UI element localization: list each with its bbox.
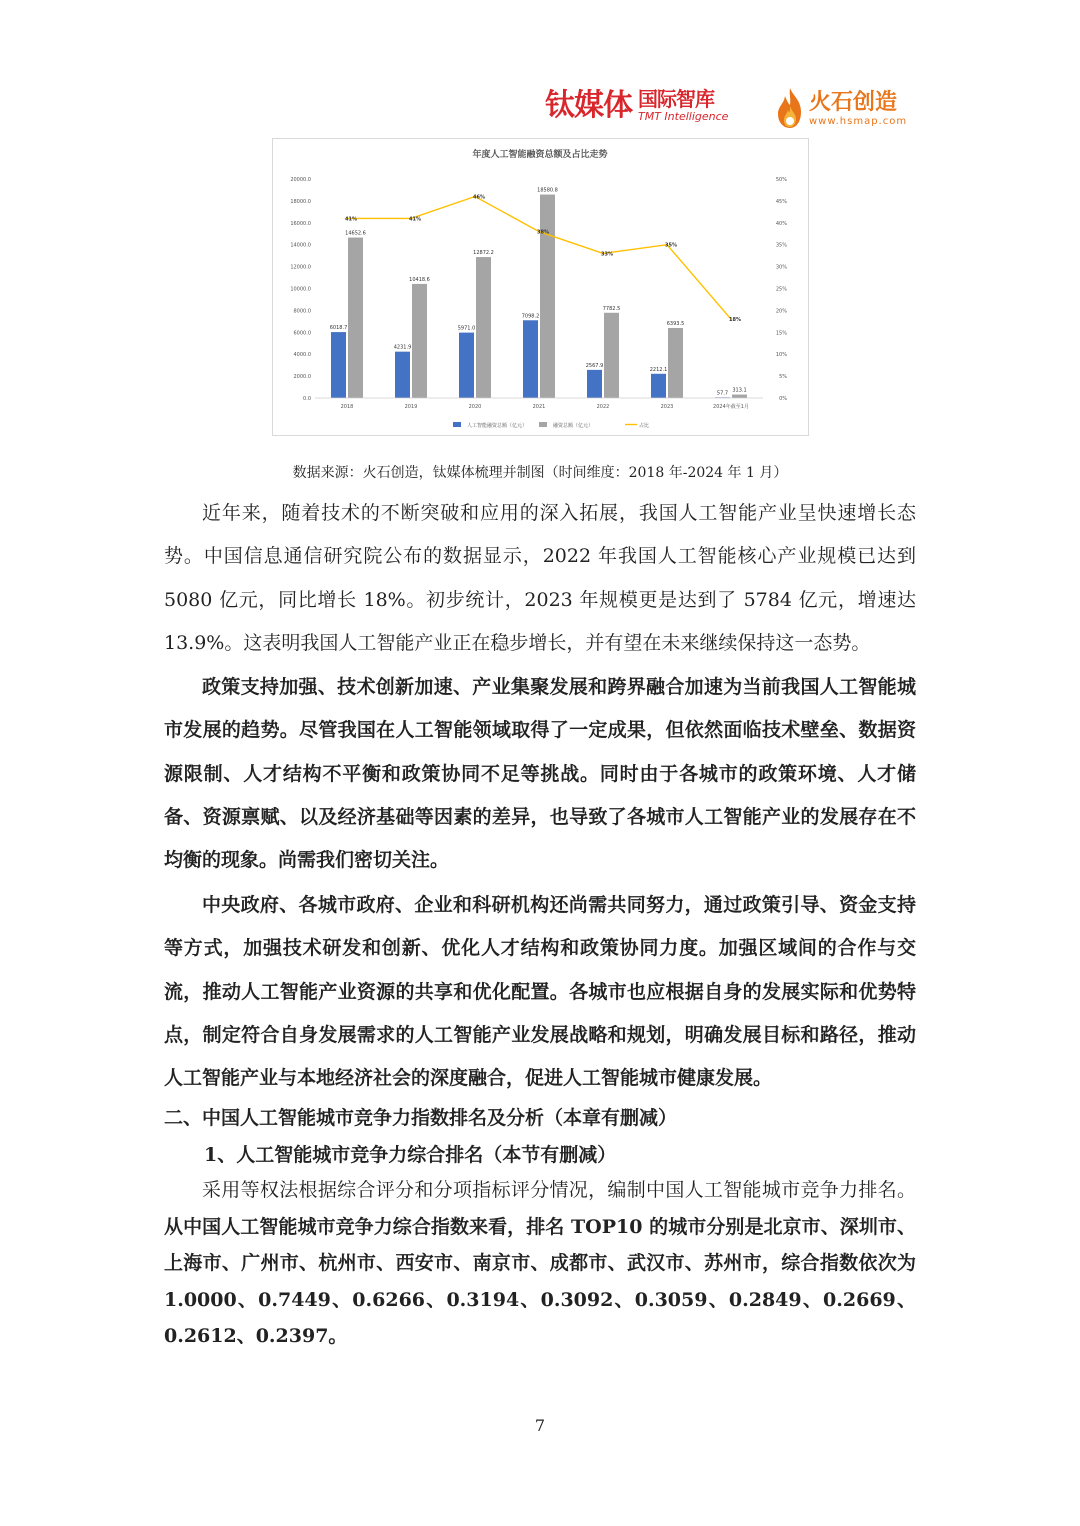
tmt-logo-sub: 国际智库 [638, 87, 714, 111]
tmt-logo [545, 88, 728, 124]
bar-data-label: 313.1 [732, 387, 747, 394]
paragraph-1-block [164, 492, 916, 665]
header-logos [545, 86, 908, 136]
bar-data-label: 18580.8 [537, 187, 558, 194]
legend-label: 占比 [639, 423, 650, 429]
financing-chart [272, 138, 809, 436]
x-tick-label: 2022 [596, 404, 610, 410]
share-data-label: 38% [537, 229, 549, 236]
bar-data-label: 5971.0 [457, 325, 476, 332]
tmt-logo-main: 钛媒体 [545, 88, 632, 123]
x-tick-label: 2019 [404, 404, 418, 410]
flame-icon [773, 86, 807, 132]
bar-data-label: 6018.7 [329, 325, 348, 332]
share-data-label: 35% [665, 242, 677, 249]
share-line [347, 194, 731, 320]
bar-data-label: 4231.9 [393, 344, 412, 351]
legend-label: 融资总额（亿元） [553, 423, 594, 429]
y2-tick-label: 30% [775, 264, 787, 271]
bar [348, 238, 363, 398]
bar-data-label: 2212.1 [649, 366, 668, 373]
bar-data-label: 6393.5 [666, 320, 685, 327]
y2-tick-label: 10% [775, 352, 787, 359]
paragraph-2: 政策支持加强、技术创新加速、产业集聚发展和跨界融合加速为当前我国人工智能城市发展的趋势。尽管我国在人工智能领域取得了一定成果，但依然面临技术壁垒、数据资源限制、人才结构不平衡和政策协同不足等挑战。同时由于各城市的政策环境、人才储备、资源禀赋、以及经济基础等因素的差异，也导致了各城市人工智能产业的发展存在不均衡的现象。尚需我们密切关注。 [164, 676, 916, 872]
bar-data-label: 10418.6 [409, 276, 430, 283]
y2-tick-label: 5% [779, 374, 787, 381]
bar-data-label: 12872.2 [473, 250, 494, 257]
paragraph-4 [164, 1172, 916, 1355]
x-tick-label: 2021 [532, 404, 546, 410]
paragraph-3: 中央政府、各城市政府、企业和科研机构还尚需共同努力，通过政策引导、资金支持等方式，加强技术研发和创新、优化人才结构和政策协同力度。加强区域间的合作与交流，推动人工智能产业资源的共享和优化配置。各城市也应根据自身的发展实际和优势特点，制定符合自身发展需求的人工智能产业发展战略和规划，明确发展目标和路径，推动人工智能产业与本地经济社会的深度融合，促进人工智能城市健康发展。 [164, 894, 916, 1090]
y2-tick-label: 0% [779, 396, 787, 402]
paragraph-4-normal: 采用等权法根据综合评分和分项指标评分情况，编制中国人工智能城市竞争力排名。 [202, 1179, 916, 1201]
bar [412, 284, 427, 398]
y2-tick-label: 15% [775, 330, 787, 337]
y-tick-label: 0.0 [303, 396, 311, 402]
y-tick-label: 14000.0 [290, 242, 311, 249]
share-data-label: 33% [601, 251, 613, 258]
x-tick-label: 2020 [468, 404, 482, 410]
x-tick-label: 2024年截至1月 [713, 404, 749, 410]
bar [651, 374, 666, 398]
bar-data-label: 2567.9 [585, 362, 604, 369]
subsection-heading: 1、人工智能城市竞争力综合排名（本节有删减） [204, 1144, 617, 1166]
y-tick-label: 4000.0 [293, 352, 311, 359]
y2-tick-label: 50% [775, 177, 787, 183]
hsmap-logo-url: www.hsmap.com [809, 116, 908, 127]
y2-tick-label: 20% [775, 308, 787, 315]
x-tick-label: 2023 [660, 404, 674, 410]
bar [604, 313, 619, 398]
bar [540, 195, 555, 398]
bar [459, 333, 474, 398]
paragraph-3-block [164, 884, 916, 1100]
bar [668, 328, 683, 398]
bar [587, 370, 602, 398]
y2-tick-label: 35% [775, 242, 787, 249]
legend-swatch [453, 422, 461, 427]
y-tick-label: 6000.0 [293, 330, 311, 337]
legend-swatch [539, 422, 547, 427]
y-tick-label: 18000.0 [290, 198, 311, 205]
y-tick-label: 16000.0 [290, 220, 311, 227]
section-heading: 二、中国人工智能城市竞争力指数排名及分析（本章有删减） [164, 1107, 678, 1129]
paragraph-1: 近年来，随着技术的不断突破和应用的深入拓展，我国人工智能产业呈快速增长态势。中国信息通信研究院公布的数据显示，2022 年我国人工智能核心产业规模已达到 5080 亿元，同比增长 18%。初步统计，2023 年规模更是达到了 5784 亿元，增速达 13.9%。这表明我国人工智能产业正在稳步增长，并有望在未来继续保持这一态势。 [164, 502, 916, 654]
x-tick-label: 2018 [340, 404, 354, 410]
bar [732, 395, 747, 398]
y-tick-label: 10000.0 [290, 286, 311, 293]
tmt-logo-en: TMT Intelligence [638, 110, 729, 123]
y-tick-label: 12000.0 [290, 264, 311, 271]
bar [523, 320, 538, 398]
paragraph-4-bold: 从中国人工智能城市竞争力综合指数来看，排名 TOP10 的城市分别是北京市、深圳市、上海市、广州市、杭州市、西安市、南京市、成都市、武汉市、苏州市，综合指数依次为 1.0000、0.7449、0.6266、0.3194、0.3092、0.3059、0.2849、0.2669、0.2612、0.2397。 [164, 1215, 916, 1347]
share-data-label: 41% [345, 216, 357, 223]
page-number: 7 [534, 1416, 546, 1435]
chart-caption: 数据来源：火石创造，钛媒体梳理并制图（时间维度：2018 年-2024 年 1 月） [292, 465, 788, 481]
paragraph-2-block [164, 666, 916, 882]
bar [331, 332, 346, 398]
y-tick-label: 20000.0 [290, 177, 311, 183]
bar-data-label: 14652.6 [345, 230, 366, 237]
bar-data-label: 7098.2 [521, 313, 540, 320]
hsmap-logo-name: 火石创造 [809, 90, 898, 115]
chart-title: 年度人工智能融资总额及占比走势 [472, 150, 608, 160]
bar [395, 352, 410, 398]
share-data-label: 18% [729, 317, 741, 324]
share-data-label: 46% [473, 194, 485, 201]
y2-tick-label: 45% [775, 198, 787, 205]
y2-tick-label: 40% [775, 220, 787, 227]
legend-label: 人工智能融资总额（亿元） [467, 423, 528, 429]
y-tick-label: 8000.0 [293, 308, 311, 315]
share-data-label: 41% [409, 216, 421, 223]
bar [476, 257, 491, 398]
y2-tick-label: 25% [775, 286, 787, 293]
bar-data-label: 7782.5 [602, 305, 621, 312]
financing-chart-svg [273, 139, 808, 435]
hsmap-logo [773, 86, 907, 132]
y-tick-label: 2000.0 [293, 374, 311, 381]
paragraph-4-block [164, 1172, 916, 1355]
bar-data-label: 57.7 [716, 390, 729, 397]
